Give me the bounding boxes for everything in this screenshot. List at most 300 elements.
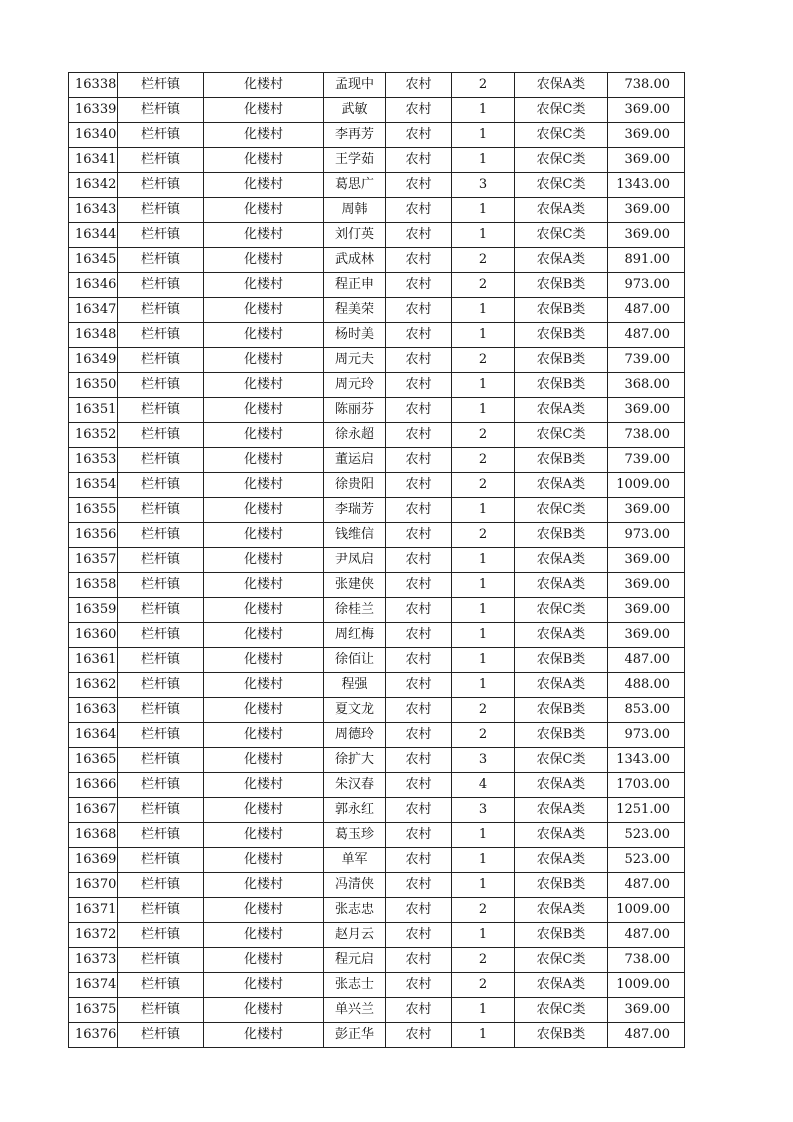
name-cell: 李再芳 (324, 123, 386, 148)
area-type-cell: 农村 (386, 773, 452, 798)
name-cell: 赵月云 (324, 923, 386, 948)
amount-cell: 487.00 (608, 1023, 685, 1048)
village-cell: 化楼村 (204, 98, 324, 123)
town-cell: 栏杆镇 (118, 998, 204, 1023)
amount-cell: 369.00 (608, 623, 685, 648)
table-row (69, 223, 685, 248)
village-cell: 化楼村 (204, 798, 324, 823)
area-type-cell: 农村 (386, 373, 452, 398)
amount-cell: 369.00 (608, 148, 685, 173)
amount-cell: 1343.00 (608, 173, 685, 198)
table-row (69, 648, 685, 673)
table-row (69, 398, 685, 423)
village-cell: 化楼村 (204, 448, 324, 473)
town-cell: 栏杆镇 (118, 648, 204, 673)
town-cell: 栏杆镇 (118, 1023, 204, 1048)
name-cell: 李瑞芳 (324, 498, 386, 523)
village-cell: 化楼村 (204, 998, 324, 1023)
amount-cell: 488.00 (608, 673, 685, 698)
household-count-cell: 1 (452, 673, 515, 698)
household-count-cell: 1 (452, 1023, 515, 1048)
table-row (69, 823, 685, 848)
insurance-category-cell: 农保B类 (515, 723, 608, 748)
area-type-cell: 农村 (386, 223, 452, 248)
area-type-cell: 农村 (386, 273, 452, 298)
name-cell: 周元夫 (324, 348, 386, 373)
record-id-cell: 16360 (69, 623, 118, 648)
village-cell: 化楼村 (204, 748, 324, 773)
household-count-cell: 1 (452, 623, 515, 648)
village-cell: 化楼村 (204, 898, 324, 923)
record-id-cell: 16359 (69, 598, 118, 623)
town-cell: 栏杆镇 (118, 548, 204, 573)
area-type-cell: 农村 (386, 798, 452, 823)
record-id-cell: 16340 (69, 123, 118, 148)
household-count-cell: 1 (452, 323, 515, 348)
table-row (69, 123, 685, 148)
table-row (69, 773, 685, 798)
insurance-category-cell: 农保A类 (515, 573, 608, 598)
table-row (69, 298, 685, 323)
household-count-cell: 1 (452, 223, 515, 248)
table-row (69, 323, 685, 348)
area-type-cell: 农村 (386, 348, 452, 373)
name-cell: 陈丽芬 (324, 398, 386, 423)
town-cell: 栏杆镇 (118, 948, 204, 973)
insurance-category-cell: 农保B类 (515, 323, 608, 348)
village-cell: 化楼村 (204, 723, 324, 748)
town-cell: 栏杆镇 (118, 673, 204, 698)
amount-cell: 853.00 (608, 698, 685, 723)
insurance-category-cell: 农保B类 (515, 273, 608, 298)
town-cell: 栏杆镇 (118, 848, 204, 873)
name-cell: 杨时美 (324, 323, 386, 348)
village-cell: 化楼村 (204, 148, 324, 173)
table-row (69, 273, 685, 298)
area-type-cell: 农村 (386, 148, 452, 173)
table-row (69, 873, 685, 898)
village-cell: 化楼村 (204, 498, 324, 523)
amount-cell: 369.00 (608, 123, 685, 148)
record-id-cell: 16361 (69, 648, 118, 673)
record-id-cell: 16349 (69, 348, 118, 373)
name-cell: 张建侠 (324, 573, 386, 598)
table-row (69, 623, 685, 648)
area-type-cell: 农村 (386, 523, 452, 548)
town-cell: 栏杆镇 (118, 773, 204, 798)
record-table-body (69, 73, 685, 1048)
village-cell: 化楼村 (204, 773, 324, 798)
insurance-category-cell: 农保B类 (515, 523, 608, 548)
town-cell: 栏杆镇 (118, 698, 204, 723)
record-id-cell: 16364 (69, 723, 118, 748)
insurance-category-cell: 农保C类 (515, 998, 608, 1023)
table-row (69, 698, 685, 723)
record-id-cell: 16376 (69, 1023, 118, 1048)
record-id-cell: 16375 (69, 998, 118, 1023)
town-cell: 栏杆镇 (118, 298, 204, 323)
household-count-cell: 2 (452, 473, 515, 498)
village-cell: 化楼村 (204, 423, 324, 448)
insurance-category-cell: 农保B类 (515, 1023, 608, 1048)
household-count-cell: 1 (452, 498, 515, 523)
amount-cell: 973.00 (608, 273, 685, 298)
household-count-cell: 1 (452, 123, 515, 148)
area-type-cell: 农村 (386, 673, 452, 698)
household-count-cell: 1 (452, 573, 515, 598)
record-id-cell: 16346 (69, 273, 118, 298)
insurance-category-cell: 农保A类 (515, 823, 608, 848)
name-cell: 董运启 (324, 448, 386, 473)
household-count-cell: 1 (452, 198, 515, 223)
table-row (69, 523, 685, 548)
area-type-cell: 农村 (386, 948, 452, 973)
table-row (69, 73, 685, 98)
amount-cell: 1343.00 (608, 748, 685, 773)
household-count-cell: 1 (452, 848, 515, 873)
record-id-cell: 16353 (69, 448, 118, 473)
insurance-category-cell: 农保A类 (515, 623, 608, 648)
amount-cell: 369.00 (608, 498, 685, 523)
household-count-cell: 2 (452, 523, 515, 548)
name-cell: 王学茹 (324, 148, 386, 173)
insurance-category-cell: 农保A类 (515, 798, 608, 823)
record-id-cell: 16348 (69, 323, 118, 348)
amount-cell: 1009.00 (608, 473, 685, 498)
town-cell: 栏杆镇 (118, 248, 204, 273)
area-type-cell: 农村 (386, 823, 452, 848)
village-cell: 化楼村 (204, 923, 324, 948)
table-row (69, 998, 685, 1023)
table-row (69, 848, 685, 873)
town-cell: 栏杆镇 (118, 748, 204, 773)
amount-cell: 487.00 (608, 323, 685, 348)
amount-cell: 891.00 (608, 248, 685, 273)
record-id-cell: 16373 (69, 948, 118, 973)
insurance-category-cell: 农保A类 (515, 73, 608, 98)
amount-cell: 1251.00 (608, 798, 685, 823)
insurance-category-cell: 农保C类 (515, 223, 608, 248)
amount-cell: 369.00 (608, 573, 685, 598)
name-cell: 夏文龙 (324, 698, 386, 723)
area-type-cell: 农村 (386, 598, 452, 623)
household-count-cell: 2 (452, 273, 515, 298)
village-cell: 化楼村 (204, 523, 324, 548)
amount-cell: 738.00 (608, 73, 685, 98)
amount-cell: 738.00 (608, 423, 685, 448)
record-id-cell: 16350 (69, 373, 118, 398)
town-cell: 栏杆镇 (118, 473, 204, 498)
name-cell: 刘仃英 (324, 223, 386, 248)
area-type-cell: 农村 (386, 998, 452, 1023)
insurance-category-cell: 农保B类 (515, 698, 608, 723)
record-id-cell: 16357 (69, 548, 118, 573)
village-cell: 化楼村 (204, 873, 324, 898)
household-count-cell: 1 (452, 548, 515, 573)
town-cell: 栏杆镇 (118, 923, 204, 948)
insurance-category-cell: 农保A类 (515, 973, 608, 998)
area-type-cell: 农村 (386, 698, 452, 723)
amount-cell: 487.00 (608, 648, 685, 673)
town-cell: 栏杆镇 (118, 223, 204, 248)
name-cell: 钱维信 (324, 523, 386, 548)
table-row (69, 348, 685, 373)
village-cell: 化楼村 (204, 698, 324, 723)
amount-cell: 1703.00 (608, 773, 685, 798)
village-cell: 化楼村 (204, 573, 324, 598)
table-row (69, 148, 685, 173)
amount-cell: 369.00 (608, 998, 685, 1023)
household-count-cell: 2 (452, 423, 515, 448)
insurance-category-cell: 农保A类 (515, 898, 608, 923)
household-count-cell: 1 (452, 648, 515, 673)
village-cell: 化楼村 (204, 1023, 324, 1048)
household-count-cell: 3 (452, 748, 515, 773)
insurance-category-cell: 农保A类 (515, 248, 608, 273)
village-cell: 化楼村 (204, 473, 324, 498)
record-id-cell: 16374 (69, 973, 118, 998)
town-cell: 栏杆镇 (118, 798, 204, 823)
village-cell: 化楼村 (204, 623, 324, 648)
village-cell: 化楼村 (204, 198, 324, 223)
insurance-category-cell: 农保A类 (515, 473, 608, 498)
table-row (69, 473, 685, 498)
name-cell: 徐永超 (324, 423, 386, 448)
area-type-cell: 农村 (386, 498, 452, 523)
household-count-cell: 1 (452, 923, 515, 948)
town-cell: 栏杆镇 (118, 898, 204, 923)
town-cell: 栏杆镇 (118, 348, 204, 373)
name-cell: 程强 (324, 673, 386, 698)
record-table (68, 72, 685, 1048)
village-cell: 化楼村 (204, 348, 324, 373)
record-id-cell: 16362 (69, 673, 118, 698)
household-count-cell: 2 (452, 448, 515, 473)
table-row (69, 1023, 685, 1048)
household-count-cell: 1 (452, 98, 515, 123)
area-type-cell: 农村 (386, 298, 452, 323)
area-type-cell: 农村 (386, 923, 452, 948)
household-count-cell: 2 (452, 73, 515, 98)
table-row (69, 173, 685, 198)
town-cell: 栏杆镇 (118, 373, 204, 398)
area-type-cell: 农村 (386, 723, 452, 748)
household-count-cell: 1 (452, 373, 515, 398)
record-id-cell: 16341 (69, 148, 118, 173)
village-cell: 化楼村 (204, 223, 324, 248)
insurance-category-cell: 农保C类 (515, 423, 608, 448)
amount-cell: 1009.00 (608, 973, 685, 998)
area-type-cell: 农村 (386, 73, 452, 98)
insurance-category-cell: 农保B类 (515, 348, 608, 373)
record-id-cell: 16367 (69, 798, 118, 823)
amount-cell: 739.00 (608, 348, 685, 373)
record-id-cell: 16345 (69, 248, 118, 273)
record-id-cell: 16342 (69, 173, 118, 198)
insurance-category-cell: 农保C类 (515, 948, 608, 973)
amount-cell: 369.00 (608, 598, 685, 623)
area-type-cell: 农村 (386, 873, 452, 898)
insurance-category-cell: 农保A类 (515, 773, 608, 798)
insurance-category-cell: 农保B类 (515, 298, 608, 323)
village-cell: 化楼村 (204, 548, 324, 573)
name-cell: 程元启 (324, 948, 386, 973)
name-cell: 单兴兰 (324, 998, 386, 1023)
village-cell: 化楼村 (204, 848, 324, 873)
amount-cell: 487.00 (608, 873, 685, 898)
amount-cell: 369.00 (608, 223, 685, 248)
table-row (69, 248, 685, 273)
record-id-cell: 16371 (69, 898, 118, 923)
record-id-cell: 16347 (69, 298, 118, 323)
village-cell: 化楼村 (204, 248, 324, 273)
name-cell: 周元玲 (324, 373, 386, 398)
village-cell: 化楼村 (204, 398, 324, 423)
household-count-cell: 1 (452, 398, 515, 423)
record-id-cell: 16355 (69, 498, 118, 523)
household-count-cell: 1 (452, 823, 515, 848)
record-id-cell: 16354 (69, 473, 118, 498)
amount-cell: 369.00 (608, 198, 685, 223)
area-type-cell: 农村 (386, 198, 452, 223)
insurance-category-cell: 农保B类 (515, 923, 608, 948)
household-count-cell: 1 (452, 598, 515, 623)
insurance-category-cell: 农保A类 (515, 673, 608, 698)
area-type-cell: 农村 (386, 648, 452, 673)
record-id-cell: 16368 (69, 823, 118, 848)
town-cell: 栏杆镇 (118, 98, 204, 123)
insurance-category-cell: 农保B类 (515, 373, 608, 398)
area-type-cell: 农村 (386, 398, 452, 423)
insurance-category-cell: 农保C类 (515, 98, 608, 123)
village-cell: 化楼村 (204, 73, 324, 98)
table-row (69, 373, 685, 398)
name-cell: 周红梅 (324, 623, 386, 648)
area-type-cell: 农村 (386, 748, 452, 773)
household-count-cell: 3 (452, 173, 515, 198)
table-row (69, 423, 685, 448)
insurance-category-cell: 农保C类 (515, 748, 608, 773)
insurance-category-cell: 农保A类 (515, 548, 608, 573)
area-type-cell: 农村 (386, 448, 452, 473)
area-type-cell: 农村 (386, 848, 452, 873)
insurance-category-cell: 农保C类 (515, 173, 608, 198)
town-cell: 栏杆镇 (118, 623, 204, 648)
town-cell: 栏杆镇 (118, 323, 204, 348)
record-id-cell: 16343 (69, 198, 118, 223)
amount-cell: 1009.00 (608, 898, 685, 923)
table-row (69, 798, 685, 823)
name-cell: 武成林 (324, 248, 386, 273)
table-row (69, 723, 685, 748)
amount-cell: 487.00 (608, 923, 685, 948)
amount-cell: 523.00 (608, 823, 685, 848)
insurance-category-cell: 农保B类 (515, 873, 608, 898)
record-id-cell: 16351 (69, 398, 118, 423)
amount-cell: 523.00 (608, 848, 685, 873)
village-cell: 化楼村 (204, 123, 324, 148)
village-cell: 化楼村 (204, 323, 324, 348)
household-count-cell: 1 (452, 998, 515, 1023)
record-id-cell: 16370 (69, 873, 118, 898)
name-cell: 徐扩大 (324, 748, 386, 773)
town-cell: 栏杆镇 (118, 598, 204, 623)
town-cell: 栏杆镇 (118, 273, 204, 298)
record-id-cell: 16372 (69, 923, 118, 948)
town-cell: 栏杆镇 (118, 723, 204, 748)
household-count-cell: 1 (452, 298, 515, 323)
insurance-category-cell: 农保B类 (515, 648, 608, 673)
area-type-cell: 农村 (386, 548, 452, 573)
amount-cell: 369.00 (608, 548, 685, 573)
record-id-cell: 16365 (69, 748, 118, 773)
name-cell: 彭正华 (324, 1023, 386, 1048)
household-count-cell: 1 (452, 873, 515, 898)
table-row (69, 573, 685, 598)
table-row (69, 448, 685, 473)
area-type-cell: 农村 (386, 248, 452, 273)
town-cell: 栏杆镇 (118, 873, 204, 898)
town-cell: 栏杆镇 (118, 123, 204, 148)
name-cell: 徐佰让 (324, 648, 386, 673)
table-row (69, 948, 685, 973)
table-row (69, 898, 685, 923)
amount-cell: 369.00 (608, 98, 685, 123)
town-cell: 栏杆镇 (118, 398, 204, 423)
table-row (69, 923, 685, 948)
record-id-cell: 16356 (69, 523, 118, 548)
name-cell: 徐桂兰 (324, 598, 386, 623)
town-cell: 栏杆镇 (118, 498, 204, 523)
town-cell: 栏杆镇 (118, 198, 204, 223)
village-cell: 化楼村 (204, 298, 324, 323)
amount-cell: 738.00 (608, 948, 685, 973)
table-row (69, 673, 685, 698)
village-cell: 化楼村 (204, 273, 324, 298)
record-id-cell: 16366 (69, 773, 118, 798)
village-cell: 化楼村 (204, 973, 324, 998)
record-id-cell: 16339 (69, 98, 118, 123)
name-cell: 朱汉春 (324, 773, 386, 798)
area-type-cell: 农村 (386, 123, 452, 148)
table-row (69, 973, 685, 998)
village-cell: 化楼村 (204, 648, 324, 673)
table-row (69, 98, 685, 123)
name-cell: 周德玲 (324, 723, 386, 748)
amount-cell: 973.00 (608, 723, 685, 748)
name-cell: 徐贵阳 (324, 473, 386, 498)
area-type-cell: 农村 (386, 423, 452, 448)
insurance-category-cell: 农保C类 (515, 598, 608, 623)
insurance-category-cell: 农保A类 (515, 848, 608, 873)
area-type-cell: 农村 (386, 898, 452, 923)
area-type-cell: 农村 (386, 98, 452, 123)
table-row (69, 598, 685, 623)
name-cell: 张志忠 (324, 898, 386, 923)
area-type-cell: 农村 (386, 573, 452, 598)
name-cell: 武敏 (324, 98, 386, 123)
insurance-category-cell: 农保C类 (515, 498, 608, 523)
table-row (69, 198, 685, 223)
amount-cell: 487.00 (608, 298, 685, 323)
household-count-cell: 2 (452, 698, 515, 723)
village-cell: 化楼村 (204, 673, 324, 698)
village-cell: 化楼村 (204, 948, 324, 973)
household-count-cell: 4 (452, 773, 515, 798)
amount-cell: 368.00 (608, 373, 685, 398)
record-id-cell: 16344 (69, 223, 118, 248)
amount-cell: 973.00 (608, 523, 685, 548)
